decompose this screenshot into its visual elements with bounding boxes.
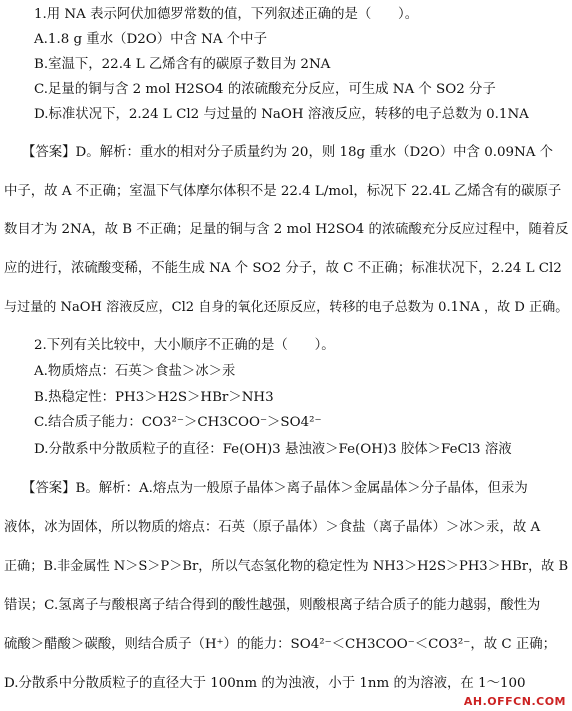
- question-2-option-c: C.结合质子能力：CO3²⁻＞CH3COO⁻＞SO4²⁻: [34, 415, 322, 430]
- answer-2-line-2: 液体，冰为固体，所以物质的熔点：石英（原子晶体）＞食盐（离子晶体）＞冰＞汞，故 A: [4, 520, 541, 535]
- question-1-stem: 1.用 NA 表示阿伏加德罗常数的值，下列叙述正确的是（ ）。: [34, 7, 419, 22]
- answer-2-line-6: D.分散系中分散质粒子的直径大于 100nm 的为浊液，小于 1nm 的为溶液，在 1～100: [4, 676, 526, 691]
- answer-2-line-1: 【答案】B。解析：A.熔点为一般原子晶体＞离子晶体＞金属晶体＞分子晶体，但汞为: [22, 481, 528, 496]
- question-2-stem: 2.下列有关比较中，大小顺序不正确的是（ ）。: [34, 338, 335, 353]
- question-1-option-a: A.1.8 g 重水（D2O）中含 NA 个中子: [34, 32, 267, 47]
- question-2-option-d: D.分散系中分散质粒子的直径：Fe(OH)3 悬浊液＞Fe(OH)3 胶体＞FeCl3 溶液: [34, 442, 512, 457]
- answer-1-line-2: 中子，故 A 不正确；室温下气体摩尔体积不是 22.4 L/mol，标况下 22.4L 乙烯含有的碳原子: [4, 184, 562, 199]
- answer-2-line-4: 错误；C.氢离子与酸根离子结合得到的酸性越强，则酸根离子结合质子的能力越弱，酸性为: [4, 598, 541, 613]
- answer-1-line-4: 应的进行，浓硫酸变稀，不能生成 NA 个 SO2 分子，故 C 不正确；标准状况下，2.24 L Cl2: [4, 261, 562, 276]
- answer-2-line-3: 正确；B.非金属性 N＞S＞P＞Br，所以气态氢化物的稳定性为 NH3＞H2S＞PH3＞HBr，故 B: [4, 559, 569, 574]
- question-2-option-b: B.热稳定性：PH3＞H2S＞HBr＞NH3: [34, 390, 274, 405]
- watermark: AH.OFFCN.COM: [463, 695, 566, 708]
- question-1-option-c: C.足量的铜与含 2 mol H2SO4 的浓硫酸充分反应，可生成 NA 个 SO2 分子: [34, 82, 496, 97]
- question-1-option-d: D.标准状况下，2.24 L Cl2 与过量的 NaOH 溶液反应，转移的电子总数为 0.1NA: [34, 107, 529, 122]
- answer-1-line-3: 数目才为 2NA，故 B 不正确；足量的铜与含 2 mol H2SO4 的浓硫酸充分反应过程中，随着反: [4, 222, 569, 237]
- answer-1-line-1: 【答案】D。解析：重水的相对分子质量约为 20，则 18g 重水（D2O）中含 0.09NA 个: [22, 145, 554, 160]
- question-1-option-b: B.室温下，22.4 L 乙烯含有的碳原子数目为 2NA: [34, 57, 331, 72]
- answer-1-line-5: 与过量的 NaOH 溶液反应，Cl2 自身的氧化还原反应，转移的电子总数为 0.1NA ，故 D 正确。: [4, 300, 569, 315]
- answer-2-line-5: 硫酸＞醋酸＞碳酸，则结合质子（H⁺）的能力：SO4²⁻＜CH3COO⁻＜CO3²⁻，故 C 正确；: [4, 637, 557, 652]
- question-2-option-a: A.物质熔点：石英＞食盐＞冰＞汞: [34, 364, 236, 379]
